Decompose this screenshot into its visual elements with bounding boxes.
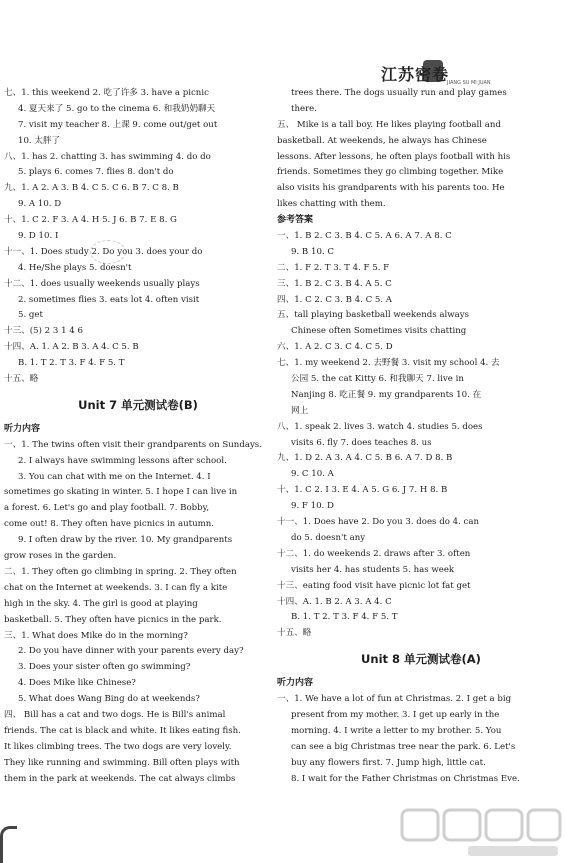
answer-line: 4. He/She plays 5. doesn't [18, 262, 132, 273]
answer-line: 3. Does your sister often go swimming? [18, 662, 191, 673]
answer-line: They like running and swimming. Bill often plays with [4, 757, 240, 768]
answer-line: 一、1. We have a lot of fun at Christmas. 2. I get a big [277, 694, 512, 705]
answer-line: B. 1. T 2. T 3. F 4. F 5. T [291, 612, 398, 623]
answer-line: also visits his grandparents with his parents too. He [277, 183, 505, 194]
answer-line: 二、1. F 2. T 3. T 4. F 5. F [277, 262, 390, 273]
answer-line: visits 6. fly 7. does teaches 8. us [291, 437, 432, 448]
unit-title: Unit 8 单元测试卷(A) [361, 652, 481, 667]
answer-line: 网上 [291, 405, 309, 416]
answer-line: 十三、(5) 2 3 1 4 6 [4, 326, 83, 337]
brand-title: 江苏密卷 [381, 65, 450, 84]
left-column [4, 86, 272, 787]
answer-line: 八、1. has 2. chatting 3. has swimming 4. do do [4, 151, 211, 162]
answer-line: a forest. 6. Let's go and play football. 7. Bobby, [4, 503, 210, 514]
answer-line: 七、1. this weekend 2. 吃了许多 3. have a picnic [4, 88, 209, 98]
answer-line: It likes climbing trees. The two dogs are very lovely. [4, 741, 232, 752]
answer-line: 十二、1. do weekends 2. draws after 3. often [277, 548, 471, 559]
answer-line: 9. D 10. I [18, 231, 59, 242]
answer-line: Nanjing 8. 吃正餐 9. my grandparents 10. 在 [291, 389, 482, 400]
answer-line: grow roses in the garden. [4, 551, 117, 562]
answer-line: 八、1. speak 2. lives 3. watch 4. studies 5. does [277, 421, 483, 432]
answer-line: present from my mother. 3. I get up early in the [291, 709, 500, 720]
answer-line: chat on the Internet at weekends. 3. I can fly a kite [4, 582, 228, 593]
right-column [277, 86, 565, 787]
answer-line: Chinese often Sometimes visits chatting [291, 326, 467, 337]
answer-line: 十五、略 [277, 628, 312, 639]
answer-line: morning. 4. I write a letter to my brother. 5. You [291, 725, 502, 736]
answer-line: can see a big Christmas tree near the park. 6. Let's [291, 741, 516, 752]
answer-line: 十一、1. Does have 2. Do you 3. does do 4. can [277, 517, 479, 528]
page-corner-decoration [0, 826, 17, 863]
answer-line: them in the park at weekends. The cat always climbs [4, 773, 236, 784]
answer-line: friends. Sometimes they go climbing together. Mike [277, 167, 504, 178]
answer-line: 十二、1. does usually weekends usually plays [4, 278, 200, 289]
answer-line: 8. I wait for the Father Christmas on Christmas Eve. [291, 773, 520, 784]
answer-line: 九、1. A 2. A 3. B 4. C 5. C 6. B 7. C 8. B [4, 183, 179, 194]
answer-line: 9. B 10. C [291, 246, 334, 257]
section-heading: 听力内容 [4, 423, 41, 434]
answer-line: 9. A 10. D [18, 199, 62, 210]
answer-line: 9. F 10. D [291, 501, 334, 512]
answer-line: 四、 Bill has a cat and two dogs. He is Bill's animal [4, 709, 226, 720]
answer-line: 9. I often draw by the river. 10. My grandparents [18, 535, 233, 546]
answer-line: likes chatting with them. [277, 199, 386, 210]
watermark-logo [398, 806, 564, 860]
answer-line: 2. I always have swimming lessons after school. [18, 455, 227, 466]
answer-line: basketball. 5. They often have picnics in the park. [4, 614, 222, 625]
answer-line: 三、1. What does Mike do in the morning? [4, 630, 188, 641]
answer-line: 5. plays 6. comes 7. flies 8. don't do [18, 167, 174, 178]
section-heading: 听力内容 [277, 678, 314, 689]
answer-line: basketball. At weekends, he always has Chinese [277, 135, 487, 146]
answer-line: 七、1. my weekend 2. 去野餐 3. visit my school 4. 去 [277, 358, 500, 369]
answer-line: 7. visit my teacher 8. 上课 9. come out/get out [18, 119, 218, 130]
answer-line: B. 1. T 2. T 3. F 4. F 5. T [18, 358, 125, 369]
answer-line: 公园 5. the cat Kitty 6. 和我聊天 7. live in [291, 374, 464, 385]
answer-line: come out! 8. They often have picnics in autumn. [4, 519, 215, 530]
answer-line: 十一、1. Does study 2. Do you 3. does your do [4, 246, 203, 257]
answer-line: 3. You can chat with me on the Internet. 4. I [18, 471, 211, 482]
answer-line: 4. Does Mike like Chinese? [18, 678, 136, 689]
answer-line: 10. 太胖了 [18, 135, 61, 146]
answer-line: 一、1. The twins often visit their grandparents on Sundays. [4, 439, 262, 450]
answer-line: 十、1. C 2. F 3. A 4. H 5. J 6. B 7. E 8. G [4, 215, 177, 226]
answer-line: 4. 夏天来了 5. go to the cinema 6. 和我奶奶聊天 [18, 103, 216, 114]
answer-line: 九、1. D 2. A 3. A 4. C 5. B 6. A 7. D 8. B [277, 453, 453, 464]
answer-line: 四、1. C 2. C 3. B 4. C 5. A [277, 294, 393, 305]
answer-line: high in the sky. 4. The girl is good at playing [4, 598, 198, 609]
answer-line: 十四、A. 1. A 2. B 3. A 4. C 5. B [4, 342, 139, 353]
answer-line: trees there. The dogs usually run and play games [291, 88, 507, 98]
answer-line: 9. C 10. A [291, 469, 334, 480]
answer-line: do 5. doesn't any [291, 532, 366, 543]
answer-line: there. [291, 103, 317, 114]
answer-line: 2. Do you have dinner with your parents every day? [18, 646, 244, 657]
answer-line: 五、 Mike is a tall boy. He likes playing football and [277, 119, 501, 130]
answer-line: 十三、eating food visit have picnic lot fat get [277, 580, 471, 591]
answer-line: 十四、A. 1. B 2. A 3. A 4. C [277, 596, 392, 607]
answer-line: 2. sometimes flies 3. eats lot 4. often visit [18, 294, 200, 305]
section-heading: 参考答案 [277, 215, 314, 226]
answer-line: visits her 4. has students 5. has week [291, 564, 455, 575]
answer-line: sometimes go skating in winter. 5. I hope I can live in [4, 487, 238, 498]
answer-line: 六、1. A 2. C 3. C 4. C 5. D [277, 342, 393, 353]
answer-line: 十、1. C 2. I 3. E 4. A 5. G 6. J 7. H 8. B [277, 485, 448, 496]
answer-line: friends. The cat is black and white. It likes eating fish. [4, 725, 241, 736]
answer-line: 五、tall playing basketball weekends always [277, 310, 469, 321]
answer-line: 二、1. They often go climbing in spring. 2. They often [4, 566, 237, 577]
answer-line: 一、1. B 2. C 3. B 4. C 5. A 6. A 7. A 8. C [277, 231, 452, 242]
answer-line: 十五、略 [4, 374, 39, 385]
answer-line: lessons. After lessons, he often plays football with his [277, 151, 511, 162]
unit-title: Unit 7 单元测试卷(B) [78, 397, 198, 412]
answer-line: 5. get [18, 310, 43, 321]
answer-line: 5. What does Wang Bing do at weekends? [18, 694, 200, 705]
answer-line: buy any flowers first. 7. Jump high, little cat. [291, 757, 486, 768]
answer-line: 三、1. B 2. C 3. B 4. A 5. C [277, 278, 392, 289]
brand-subtitle: JIANG SU MI JUAN [447, 80, 491, 86]
